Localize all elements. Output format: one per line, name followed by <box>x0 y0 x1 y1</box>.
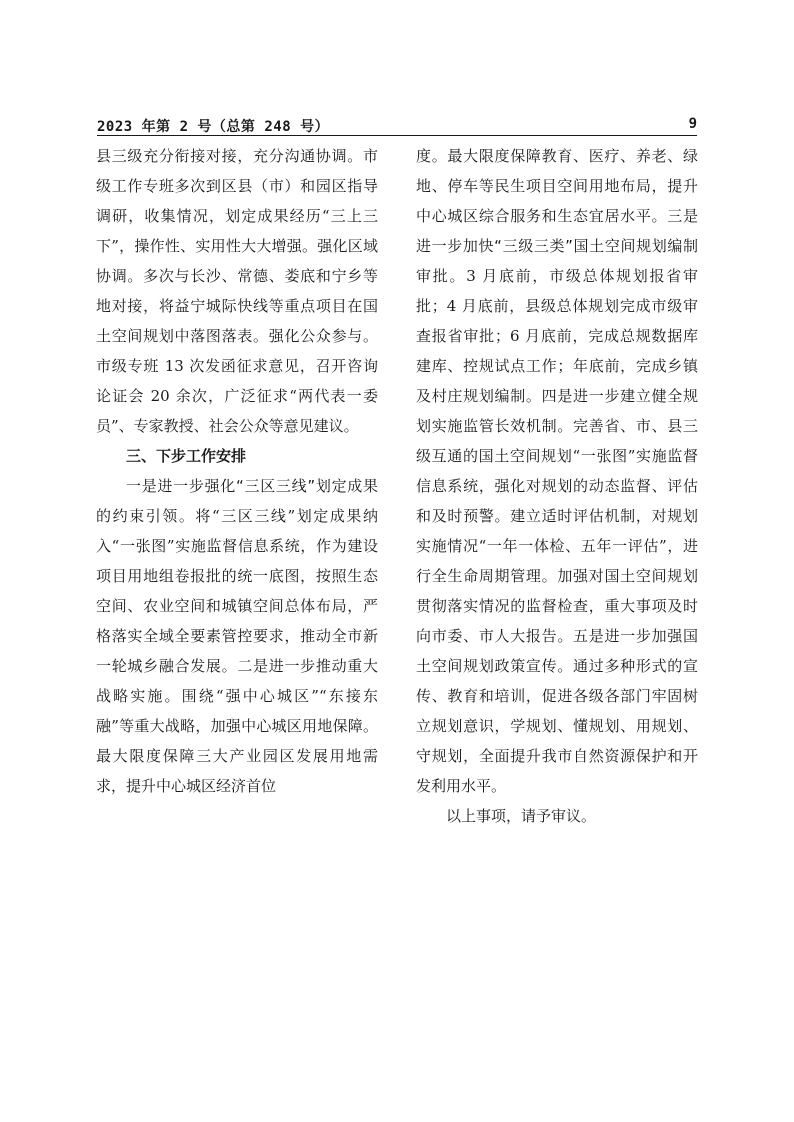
left-column <box>96 141 378 801</box>
key-point-3: 三是进一步加快“三级三类”国土空间规划编制审批。 <box>416 207 698 285</box>
key-point-2: 二是进一步推动重大战略实施。 <box>96 657 378 705</box>
issue-label: 2023 年第 2 号（总第 248 号） <box>97 119 330 135</box>
running-header <box>97 114 697 136</box>
paragraph-continued-right <box>416 141 698 801</box>
key-point-3-body: 3 月底前，市级总体规划报省审批；4 月底前，县级总体规划完成市级审查报省审批；6 月底前，完成总规数据库建库、控规试点工作；年底前，完成乡镇及村庄规划编制。 <box>416 267 698 405</box>
page-number: 9 <box>688 116 697 132</box>
paragraph-work-plan <box>96 471 378 801</box>
key-point-4: 四是进一步建立健全规划实施监管长效机制。 <box>416 387 698 435</box>
key-point-1: 一是进一步强化“三区三线”划定成果的约束引领。 <box>96 477 378 525</box>
right-column <box>416 141 698 831</box>
closing-line: 以上事项，请予审议。 <box>446 807 597 825</box>
key-point-2-body: 围绕“强中心城区”“东接东融”等重大战略，加强中心城区用地保障。最大限度保障三大产业园区发展用地需求，提升中心城区经济首位 <box>96 687 378 795</box>
paragraph-continued: 县三级充分衔接对接，充分沟通协调。市级工作专班多次到区县（市）和园区指导调研，收集情况，划定成果经历“三上三下”，操作性、实用性大大增强。强化区域协调。多次与长沙、常德、娄底和宁乡等地对接，将益宁城际快线等重点项目在国土空间规划中落图落表。强化公众参与。市级专班 13 次发函征求意见，召开咨询论证会 20 余次，广泛征求“两代表一委员”、专家教授、社会公众等意见建议。 <box>96 147 378 435</box>
key-point-2-cont: 度。最大限度保障教育、医疗、养老、绿地、停车等民生项目空间用地布局，提升中心城区综合服务和生态宜居水平。 <box>416 147 698 225</box>
header-rule <box>97 135 697 136</box>
key-point-4-body: 完善省、市、县三级互通的国土空间规划“一张图”实施监督信息系统，强化对规划的动态监督、评估和及时预警。建立适时评估机制，对规划实施情况“一年一体检、五年一评估”，进行全生命周期管理。加强对国土空间规划贯彻落实情况的监督检查，重大事项及时向市委、市人大报告。五是进一步加强国土空间规划政策宣传。通过多种形式的宣传、教育和培训，促进各级各部门牢固树立规划意识，学规划、懂规划、用规划、守规划，全面提升我市自然资源保护和开发利用水平。 <box>416 417 698 795</box>
key-point-1-body: 将“三区三线”划定成果纳入“一张图”实施监督信息系统，作为建设项目用地组卷报批的统一底图，按照生态空间、农业空间和城镇空间总体布局，严格落实全域全要素管控要求，推动全市新一轮城乡融合发展。 <box>96 507 378 675</box>
section-heading: 三、下步工作安排 <box>126 447 247 465</box>
